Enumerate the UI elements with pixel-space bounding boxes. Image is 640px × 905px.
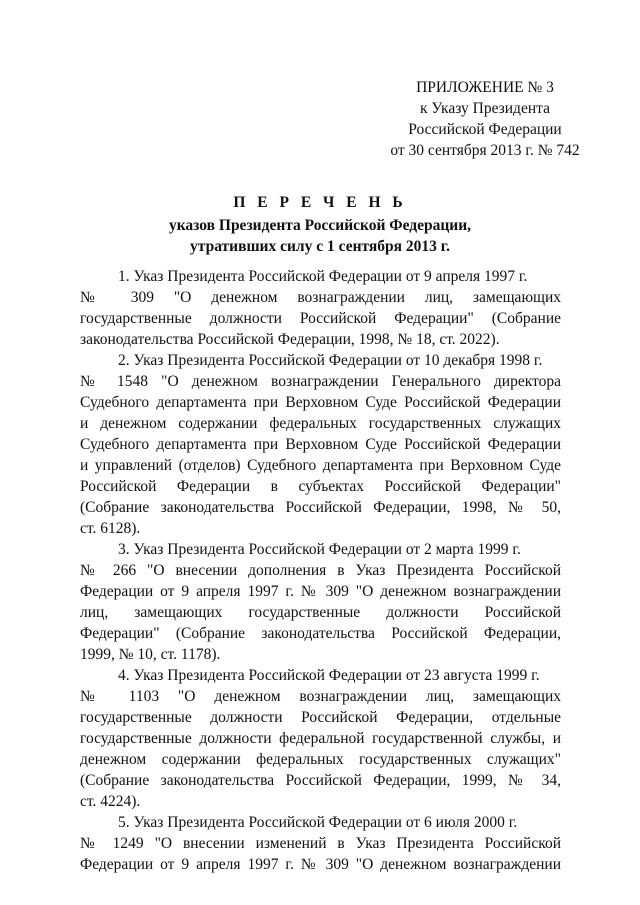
item-line: Судебного департамента при Верховном Суде Российской Федерации — [80, 394, 561, 411]
item-line: государственные должности федеральной государственной службы, и — [80, 730, 561, 747]
appendix-block — [360, 77, 610, 161]
decree-list — [80, 266, 561, 875]
item-line: денежном содержании федеральных государственных служащих" — [80, 751, 561, 768]
item-line: государственные должности Российской Федерации, отдельные — [80, 709, 561, 726]
title-block — [80, 192, 560, 257]
list-item — [80, 812, 561, 875]
appendix-date: от 30 сентября 2013 г. № 742 — [390, 142, 580, 159]
item-line: Федерации" (Собрание законодательства Российской Федерации, — [80, 625, 561, 642]
item-line: и денежном содержании федеральных государственных служащих — [80, 415, 561, 432]
item-line: Российской Федерации в субъектах Российской Федерации" — [80, 478, 561, 495]
item-line: Федерации от 9 апреля 1997 г. № 309 "О денежном вознаграждении — [80, 856, 561, 873]
item-line: 3. Указ Президента Российской Федерации от 2 марта 1999 г. — [118, 541, 521, 558]
item-line: № 1249 "О внесении изменений в Указ Президента Российской — [80, 835, 561, 852]
item-line: государственные должности Российской Федерации" (Собрание — [80, 310, 561, 327]
document-heading: П Е Р Е Ч Е Н Ь — [233, 194, 407, 211]
item-line: (Собрание законодательства Российской Федерации, 1998, № 50, — [80, 499, 561, 516]
appendix-country: Российской Федерации — [408, 121, 562, 138]
item-line: законодательства Российской Федерации, 1998, № 18, ст. 2022). — [80, 331, 500, 348]
item-line: ст. 4224). — [80, 793, 141, 810]
item-line: 5. Указ Президента Российской Федерации от 6 июля 2000 г. — [118, 814, 518, 831]
item-line: № 266 "О внесении дополнения в Указ Президента Российской — [80, 562, 561, 579]
list-item — [80, 539, 561, 665]
item-line: 1999, № 10, ст. 1178). — [80, 646, 221, 663]
document-subtitle-line-1: указов Президента Российской Федерации, — [168, 217, 472, 234]
appendix-number: ПРИЛОЖЕНИЕ № 3 — [416, 79, 554, 96]
item-line: 4. Указ Президента Российской Федерации от 23 августа 1999 г. — [118, 667, 540, 684]
item-line: Федерации от 9 апреля 1997 г. № 309 "О денежном вознаграждении — [80, 583, 561, 600]
item-line: № 309 "О денежном вознаграждении лиц, замещающих — [80, 289, 561, 306]
item-line: (Собрание законодательства Российской Федерации, 1999, № 34, — [80, 772, 561, 789]
item-line: № 1548 "О денежном вознаграждении Генерального директора — [80, 373, 561, 390]
document-subtitle-line-2: утративших силу с 1 сентября 2013 г. — [190, 238, 450, 255]
item-line: № 1103 "О денежном вознаграждении лиц, замещающих — [80, 688, 561, 705]
appendix-decree-ref: к Указу Президента — [420, 100, 550, 117]
list-item — [80, 266, 561, 350]
item-line: и управлений (отделов) Судебного департамента при Верховном Суде — [80, 457, 561, 474]
list-item — [80, 665, 561, 812]
item-line: 2. Указ Президента Российской Федерации от 10 декабря 1998 г. — [118, 352, 543, 369]
item-line: ст. 6128). — [80, 520, 141, 537]
item-line: 1. Указ Президента Российской Федерации от 9 апреля 1997 г. — [118, 268, 528, 285]
item-line: Судебного департамента при Верховном Суде Российской Федерации — [80, 436, 561, 453]
item-line: лиц, замещающих государственные должности Российской — [80, 604, 561, 621]
list-item — [80, 350, 561, 539]
